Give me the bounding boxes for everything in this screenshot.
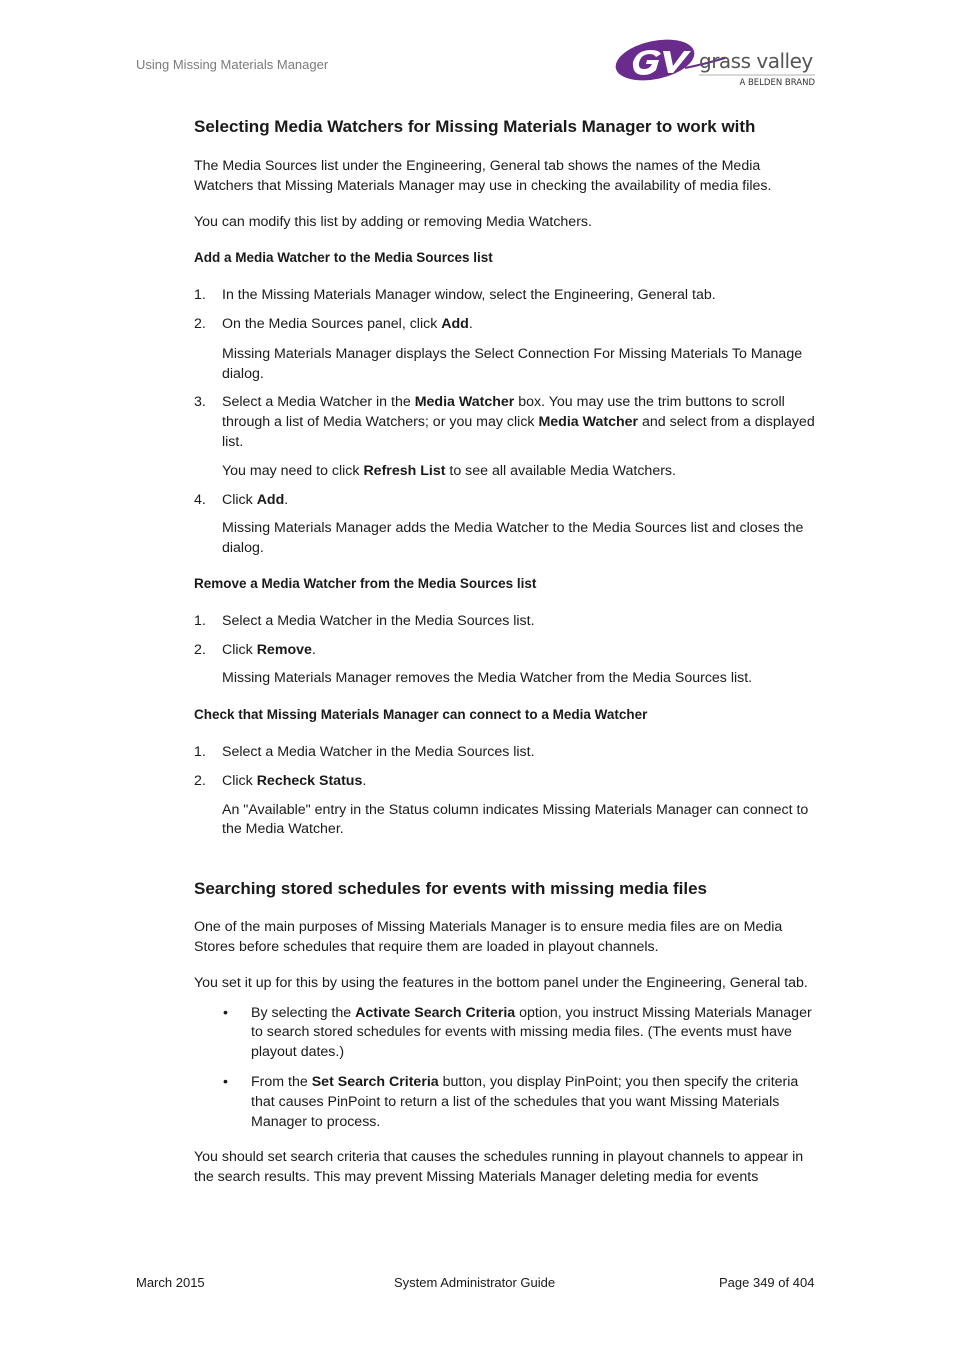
footer-date: March 2015: [136, 1275, 205, 1290]
paragraph: The Media Sources list under the Engineering, General tab shows the names of the Media Watchers that Missing Materials Manager may use in checking the availability of media files.: [194, 158, 772, 194]
step-note: You may need to click Refresh List to see all available Media Watchers.: [222, 462, 676, 479]
running-header: Using Missing Materials Manager: [136, 57, 329, 72]
ui-term-activate-search-criteria: Activate Search Criteria: [355, 1004, 516, 1021]
paragraph: You can modify this list by adding or removing Media Watchers.: [194, 213, 592, 230]
step-item: 2. Click Remove.: [194, 641, 316, 658]
logo-wordmark: grass valley: [699, 49, 813, 73]
logo-tagline: A BELDEN BRAND: [739, 78, 815, 88]
bullet-item: • By selecting the Activate Search Criteria option, you instruct Missing Materials Manager to search stored schedules for events with missing media files. (The events must have playout dates.): [223, 1004, 812, 1061]
step-item: 1. Select a Media Watcher in the Media Sources list.: [194, 743, 535, 760]
ui-term-add: Add: [256, 491, 285, 508]
step-note: Missing Materials Manager adds the Media Watcher to the Media Sources list and closes the dialog.: [222, 520, 804, 557]
subheading-check-connection: Check that Missing Materials Manager can connect to a Media Watcher: [194, 707, 648, 723]
paragraph: You set it up for this by using the features in the bottom panel under the Engineering, General tab.: [194, 974, 808, 991]
paragraph: One of the main purposes of Missing Materials Manager is to ensure media files are on Media Stores before schedules that require them are loaded in playout channels.: [194, 919, 783, 955]
page-content: [194, 116, 819, 1188]
step-item: 1. Select a Media Watcher in the Media Sources list.: [194, 612, 535, 629]
step-item: 2. Click Recheck Status.: [194, 772, 367, 789]
step-item: 3. Select a Media Watcher in the Media Watcher box. You may use the trim buttons to scroll through a list of Media Watchers; or you may click Media Watcher and select from a displayed list.: [194, 394, 815, 450]
footer-doc-title: System Administrator Guide: [394, 1275, 556, 1290]
paragraph: You should set search criteria that causes the schedules running in playout channels to appear in the search results. This may prevent Missing Materials Manager deleting media for events: [194, 1149, 804, 1186]
step-note: An "Available" entry in the Status column indicates Missing Materials Manager can connect to the Media Watcher.: [222, 801, 809, 838]
section-heading-searching-schedules: Searching stored schedules for events with missing media files: [194, 879, 707, 899]
ui-term-refresh-list: Refresh List: [363, 462, 446, 479]
step-item: 2. On the Media Sources panel, click Add.: [194, 315, 473, 332]
bullet-item: • From the Set Search Criteria button, you display PinPoint; you then specify the criteria that causes PinPoint to return a list of the schedules that you want Missing Materials Manager to process.: [223, 1073, 799, 1130]
grass-valley-logo: [615, 38, 817, 88]
step-item: 4. Click Add.: [194, 491, 289, 508]
ui-term-media-watcher: Media Watcher: [414, 394, 515, 411]
subheading-add-media-watcher: Add a Media Watcher to the Media Sources list: [194, 250, 493, 266]
ui-term-set-search-criteria: Set Search Criteria: [311, 1073, 439, 1090]
step-item: 1. In the Missing Materials Manager window, select the Engineering, General tab.: [194, 287, 716, 304]
ui-term-add: Add: [441, 315, 469, 332]
ui-term-recheck-status: Recheck Status: [256, 772, 363, 789]
ui-term-remove: Remove: [256, 641, 312, 658]
step-note: Missing Materials Manager displays the Select Connection For Missing Materials To Manage dialog.: [222, 345, 803, 382]
ui-term-media-watcher: Media Watcher: [538, 414, 639, 431]
subheading-remove-media-watcher: Remove a Media Watcher from the Media Sources list: [194, 575, 537, 591]
step-note: Missing Materials Manager removes the Media Watcher from the Media Sources list.: [222, 670, 753, 687]
section-heading-media-watchers: Selecting Media Watchers for Missing Materials Manager to work with: [194, 117, 756, 136]
footer-page-number: Page 349 of 404: [719, 1275, 815, 1290]
